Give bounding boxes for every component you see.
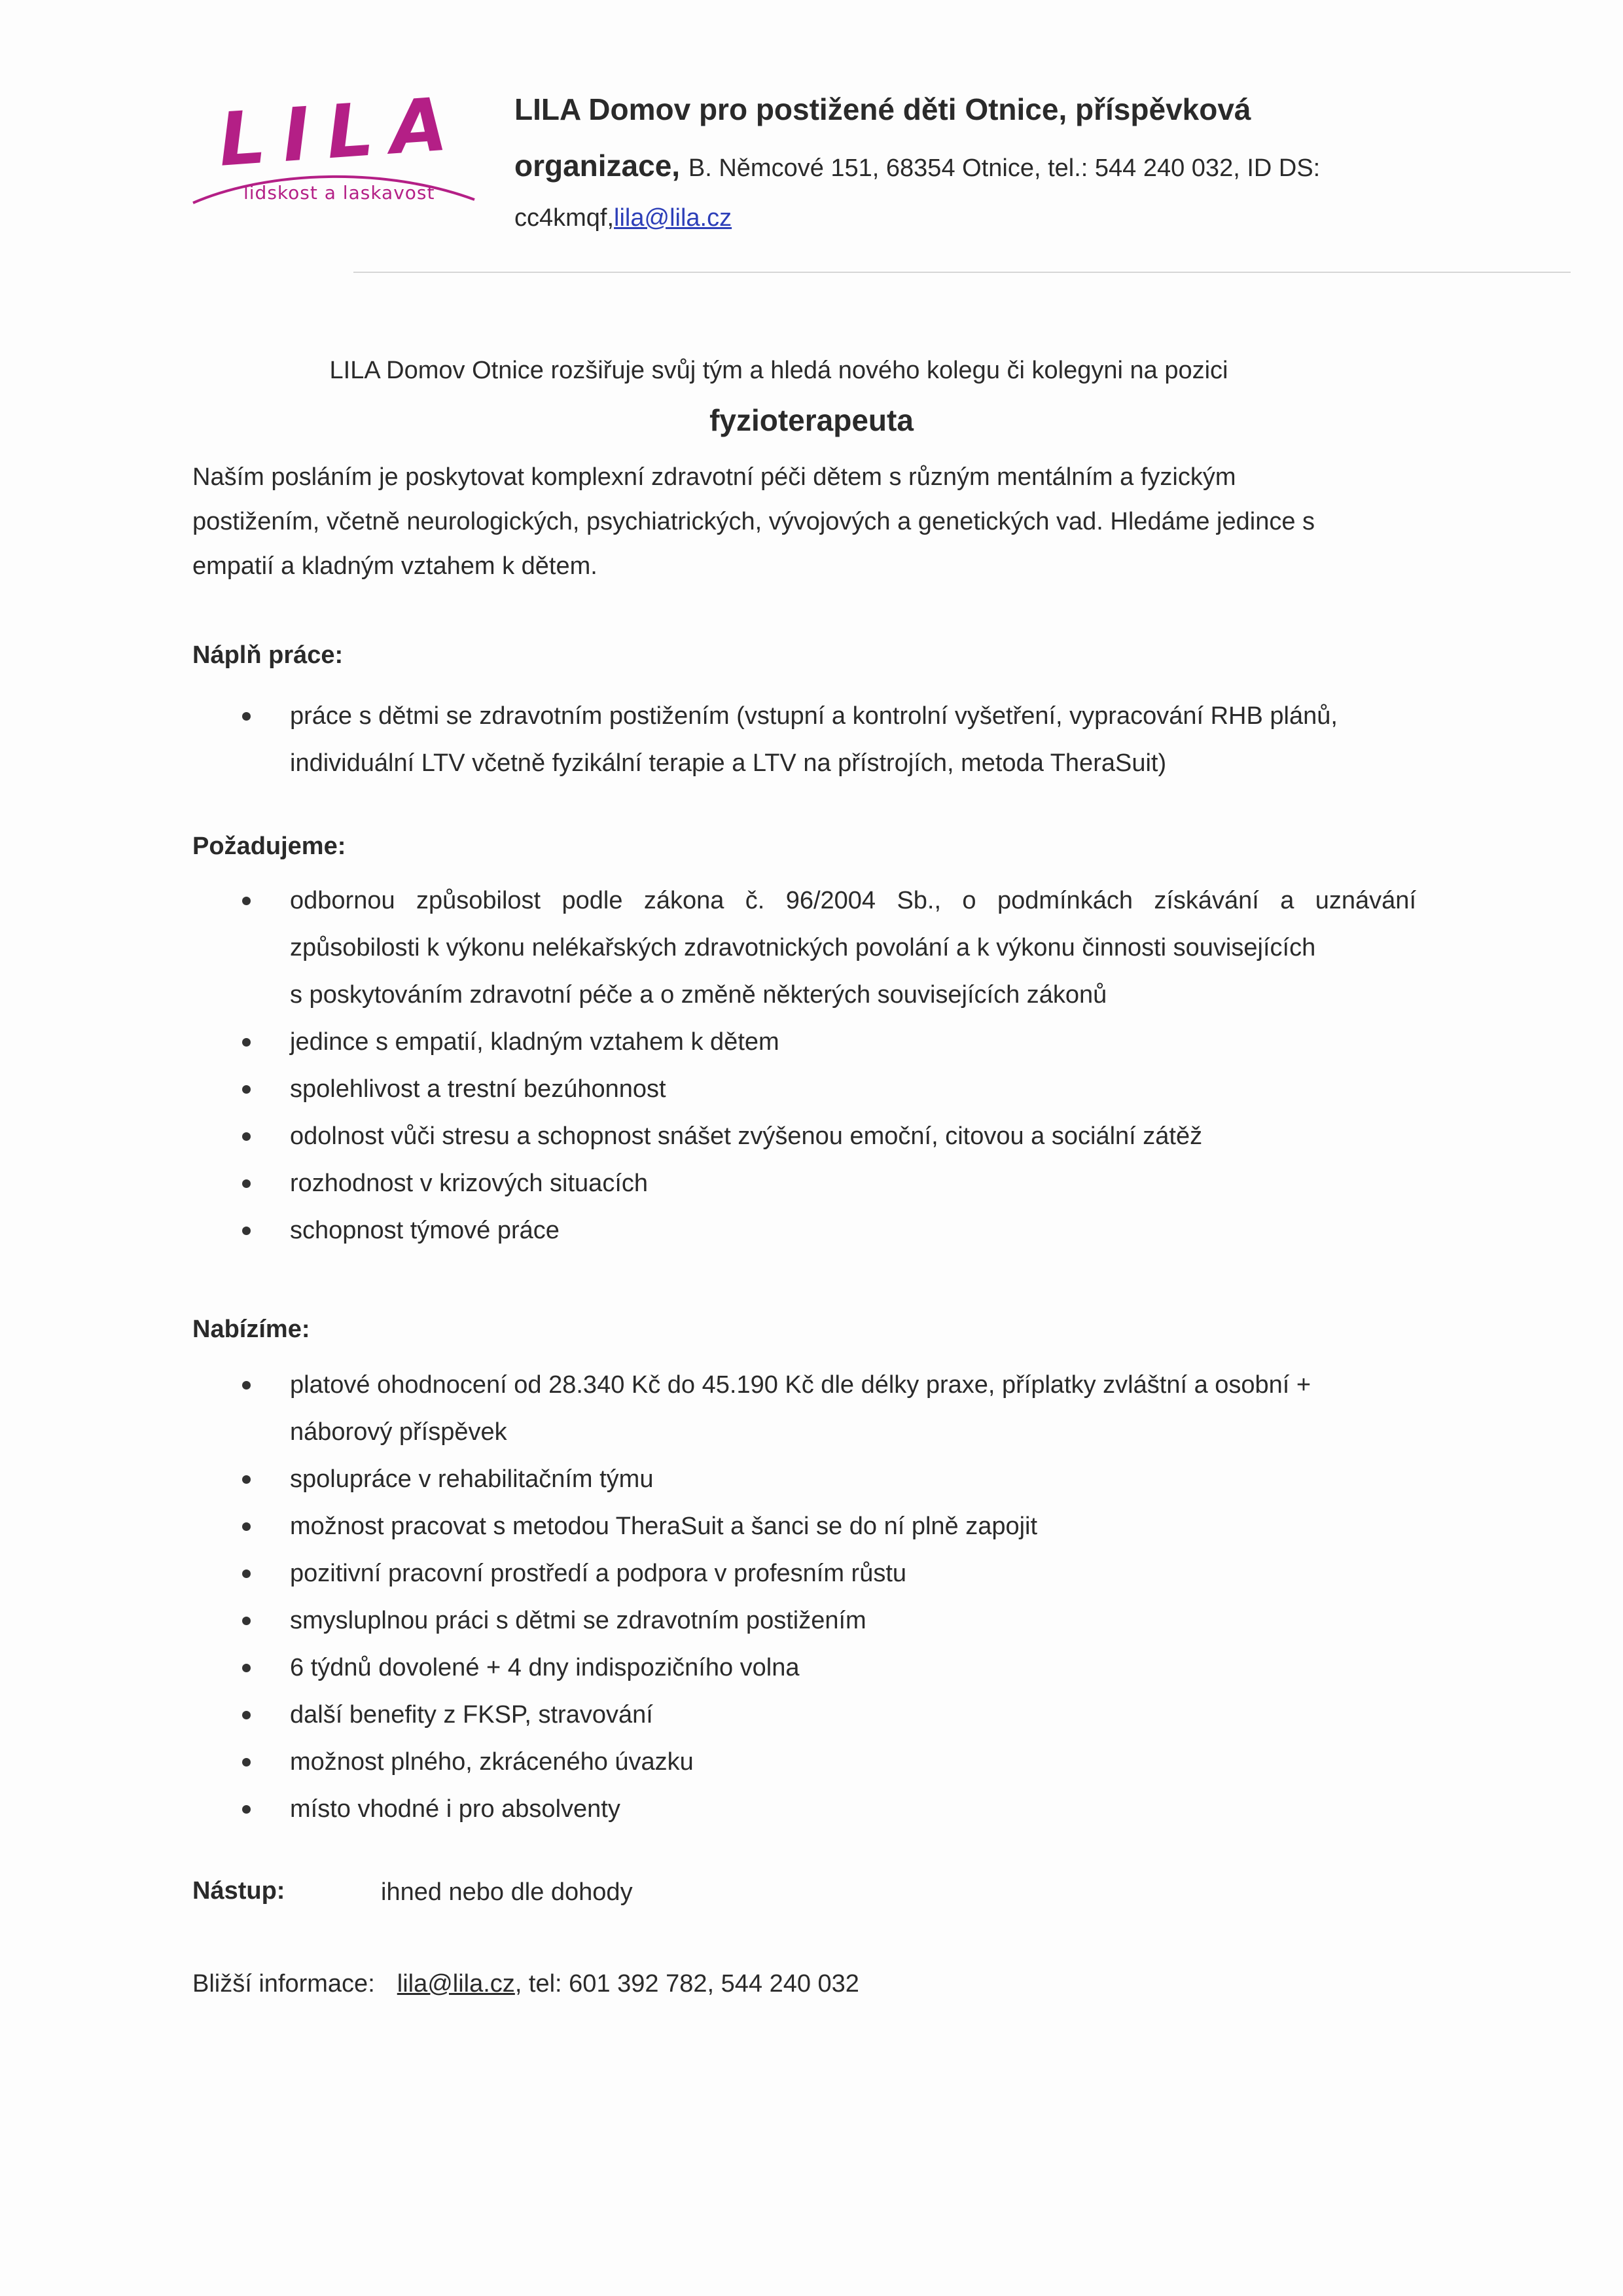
header-divider [353, 272, 1571, 273]
data-box-id: cc4kmqf, [514, 204, 615, 232]
org-address: B. Němcové 151, 68354 Otnice, tel.: 544 240 032, ID DS: [688, 154, 1321, 182]
list-item: 6 týdnů dovolené + 4 dny indispozičního volna [242, 1644, 1416, 1691]
list-item: spolupráce v rehabilitačním týmu [242, 1456, 1416, 1503]
org-name-line1: LILA Domov pro postižené děti Otnice, příspěvková [514, 92, 1251, 126]
list-item: práce s dětmi se zdravotním postižením (vstupní a kontrolní vyšetření, vypracování RHB plánů, individuální LTV včetně fyzikální terapie a LTV na přístrojích, metoda TheraSuit) [242, 692, 1416, 787]
list-item: odolnost vůči stresu a schopnost snášet zvýšenou emoční, citovou a sociální zátěž [242, 1113, 1416, 1160]
list-item: rozhodnost v krizových situacích [242, 1160, 1416, 1207]
org-name-suffix: organizace, [514, 149, 681, 183]
lila-logo [190, 81, 478, 223]
contact-phones: , tel: 601 392 782, 544 240 032 [514, 1970, 859, 1998]
mission-line-1: Naším posláním je poskytovat komplexní zdravotní péči dětem s různým mentálním a fyzickým [192, 463, 1236, 491]
position-title: fyzioterapeuta [709, 403, 914, 437]
list-item: pozitivní pracovní prostředí a podpora v profesním růstu [242, 1550, 1416, 1597]
list-item: jedince s empatií, kladným vztahem k dětem [242, 1018, 1416, 1066]
org-contact-line [514, 204, 732, 232]
heading-pozadujeme: Požadujeme: [192, 833, 346, 860]
list-item: možnost plného, zkráceného úvazku [242, 1738, 1416, 1785]
contact-line [192, 1970, 859, 1998]
org-name-line2 [514, 148, 1320, 183]
list-pozadujeme [242, 877, 1416, 1254]
list-item: odbornou způsobilost podle zákona č. 96/2004 Sb., o podmínkách získávání a uznávání způsobilosti k výkonu nelékařských zdravotnických povolání a k výkonu činnosti souvisejících s poskytováním zdravotní péče a o změně některých souvisejících zákonů [242, 877, 1416, 1018]
list-nabizime [242, 1361, 1416, 1833]
contact-label: Bližší informace: [192, 1970, 375, 1998]
mission-line-2: postižením, včetně neurologických, psychiatrických, vývojových a genetických vad. Hledáme jedince s [192, 508, 1315, 535]
logo-tagline: lidskost a laskavost [243, 182, 435, 204]
list-item: smysluplnou práci s dětmi se zdravotním postižením [242, 1597, 1416, 1644]
list-item: schopnost týmové práce [242, 1207, 1416, 1254]
list-item: platové ohodnocení od 28.340 Kč do 45.190 Kč dle délky praxe, příplatky zvláštní a osobní + náborový příspěvek [242, 1361, 1416, 1456]
heading-nabizime: Nabízíme: [192, 1316, 310, 1343]
mission-line-3: empatií a kladným vztahem k dětem. [192, 552, 597, 580]
intro-text: LILA Domov Otnice rozšiřuje svůj tým a hledá nového kolegu či kolegyni na pozici [329, 357, 1228, 384]
contact-email-link[interactable]: lila@lila.cz [397, 1970, 515, 1998]
list-item: místo vhodné i pro absolventy [242, 1785, 1416, 1833]
header-email-link[interactable]: lila@lila.cz [614, 204, 732, 232]
mission-paragraph [192, 455, 1415, 588]
nastup-label: Nástup: [192, 1877, 285, 1905]
list-item: možnost pracovat s metodou TheraSuit a šanci se do ní plně zapojit [242, 1503, 1416, 1550]
list-napln [242, 692, 1416, 787]
heading-napln: Náplň práce: [192, 641, 344, 669]
list-item: další benefity z FKSP, stravování [242, 1691, 1416, 1738]
nastup-value: ihned nebo dle dohody [381, 1878, 633, 1906]
logo-wordmark: LILA [216, 81, 467, 183]
list-item: spolehlivost a trestní bezúhonnost [242, 1066, 1416, 1113]
